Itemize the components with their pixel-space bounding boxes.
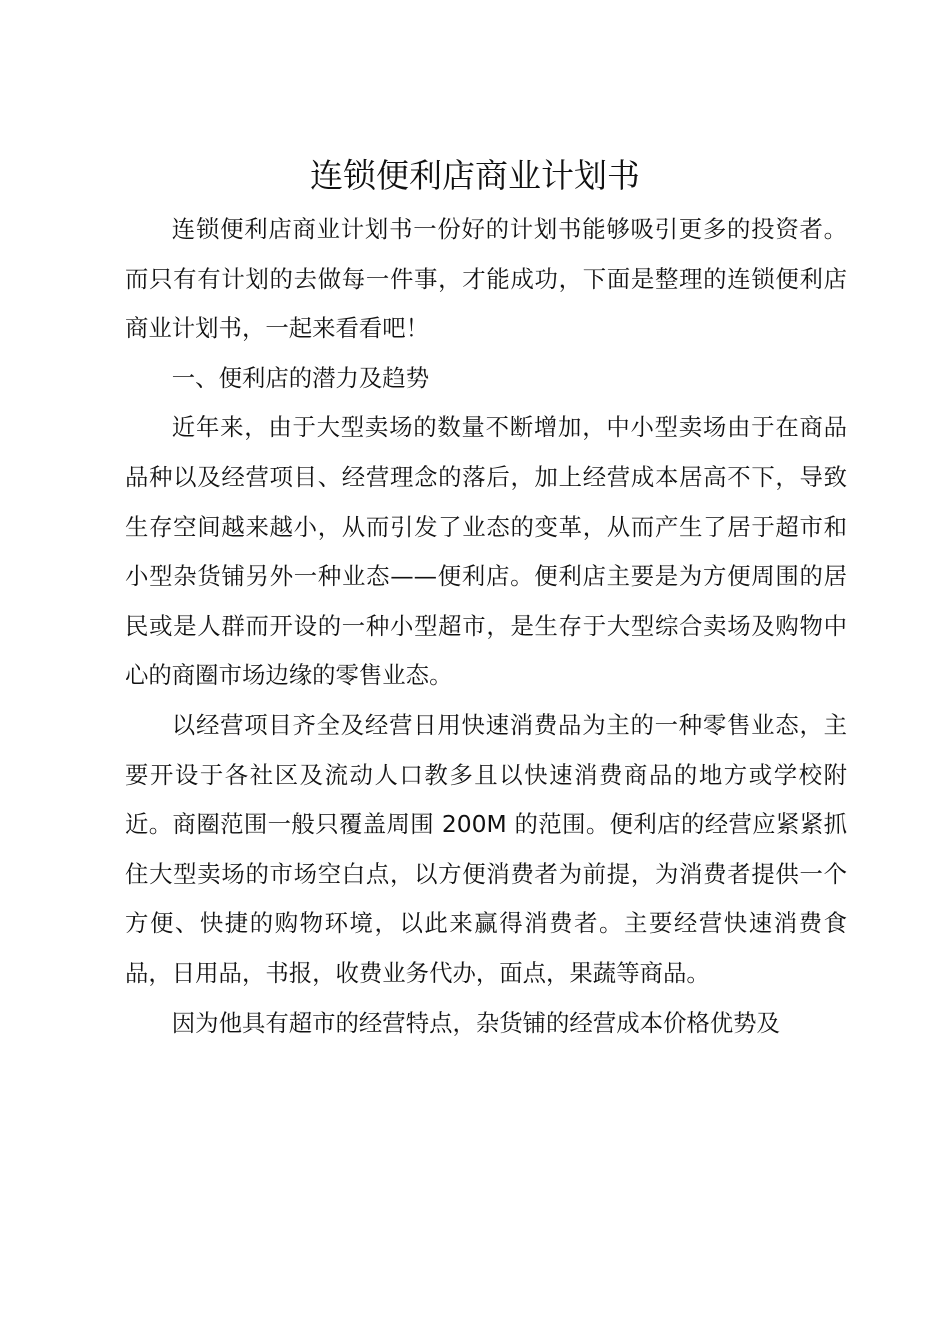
paragraph-intro: 连锁便利店商业计划书一份好的计划书能够吸引更多的投资者。而只有有计划的去做每一件事，才能成功，下面是整理的连锁便利店商业计划书，一起来看看吧！ — [125, 215, 847, 343]
paragraph-definition: 以经营项目齐全及经营日用快速消费品为主的一种零售业态，主要开设于各社区及流动人口教多且以快速消费商品的地方或学校附近。商圈范围一般只覆盖周围 200M 的范围。便利店的经营应紧紧抓住大型卖场的市场空白点，以方便消费者为前提，为消费者提供一个方便、快捷的购物环境，以此来赢得消费者。主要经营快速消费食品，日用品，书报，收费业务代办，面点，果蔬等商品。 — [125, 710, 847, 987]
paragraph-background: 近年来，由于大型卖场的数量不断增加，中小型卖场由于在商品品种以及经营项目、经营理念的落后，加上经营成本居高不下，导致生存空间越来越小，从而引发了业态的变革，从而产生了居于超市和小型杂货铺另外一种业态——便利店。便利店主要是为方便周围的居民或是人群而开设的一种小型超市，是生存于大型综合卖场及购物中心的商圈市场边缘的零售业态。 — [125, 413, 847, 690]
document-body — [125, 205, 847, 1048]
paragraph-advantages: 因为他具有超市的经营特点，杂货铺的经营成本价格优势及 — [171, 1008, 780, 1037]
section-heading-1: 一、便利店的潜力及趋势 — [171, 363, 430, 392]
document-title: 连锁便利店商业计划书 — [310, 156, 640, 195]
